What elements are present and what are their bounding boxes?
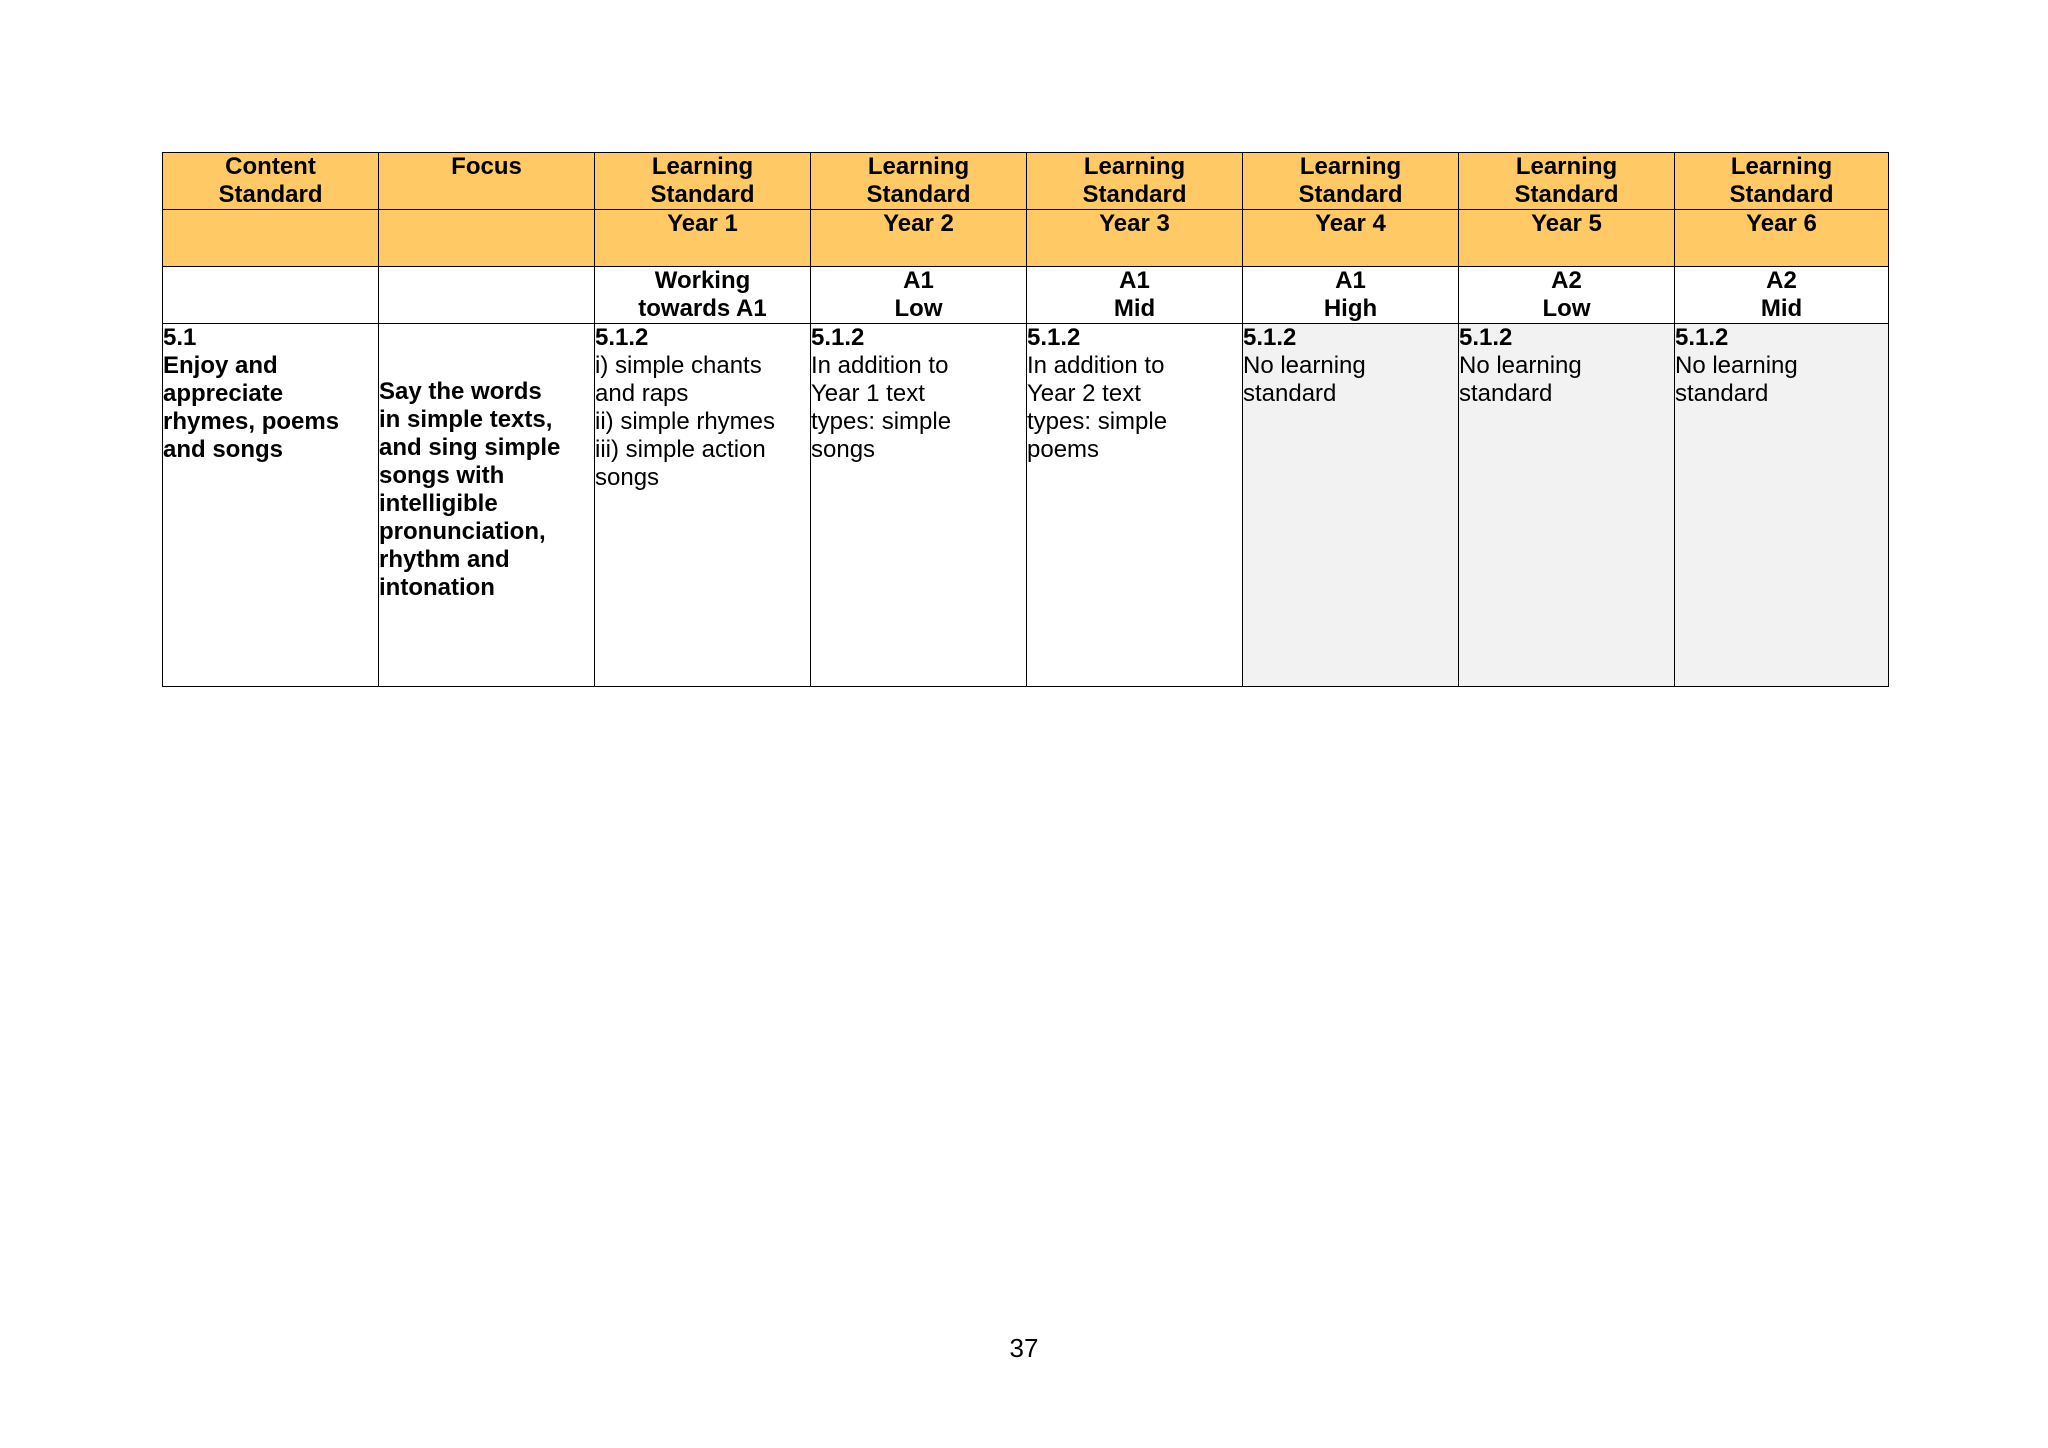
learning-standard-code: 5.1.2 xyxy=(1243,324,1297,351)
learning-standard-text: iii) simple action xyxy=(595,436,766,463)
header-learning-standard: Learning Standard xyxy=(1459,153,1675,210)
learning-standard-text: i) simple chants xyxy=(595,352,762,379)
learning-standard-year-1 xyxy=(595,324,811,687)
header-learning-standard: Learning Standard xyxy=(595,153,811,210)
year-cell: Year 3 xyxy=(1027,210,1243,267)
content-standard-cell xyxy=(163,324,379,687)
header-learning-standard: Learning Standard xyxy=(1243,153,1459,210)
year-cell: Year 6 xyxy=(1675,210,1889,267)
learning-standard-year-4 xyxy=(1243,324,1459,687)
learning-standard-text: and raps xyxy=(595,380,689,407)
learning-standard-text: standard xyxy=(1243,380,1337,407)
focus-text: pronunciation, xyxy=(379,518,546,545)
learning-standard-code: 5.1.2 xyxy=(1675,324,1729,351)
learning-standard-text: poems xyxy=(1027,436,1100,463)
focus-text: rhythm and xyxy=(379,546,510,573)
year-cell-empty xyxy=(379,210,595,267)
focus-text: intelligible xyxy=(379,490,498,517)
level-cell: A1 Mid xyxy=(1027,267,1243,324)
learning-standard-code: 5.1.2 xyxy=(1027,324,1081,351)
level-cell: A2 Low xyxy=(1459,267,1675,324)
learning-standard-text: standard xyxy=(1459,380,1553,407)
content-row xyxy=(163,324,1889,687)
learning-standard-text: songs xyxy=(811,436,876,463)
page-number: 37 xyxy=(1009,1333,1039,1363)
learning-standard-text: Year 2 text xyxy=(1027,380,1141,407)
learning-standard-year-2 xyxy=(811,324,1027,687)
level-cell: A2 Mid xyxy=(1675,267,1889,324)
focus-text: and sing simple xyxy=(379,434,561,461)
learning-standard-year-3 xyxy=(1027,324,1243,687)
content-standard-text: Enjoy and xyxy=(163,352,278,379)
content-standard-text: appreciate xyxy=(163,380,284,407)
learning-standard-year-6 xyxy=(1675,324,1889,687)
header-learning-standard: Learning Standard xyxy=(1027,153,1243,210)
learning-standard-text: In addition to xyxy=(811,352,949,379)
learning-standard-text: No learning xyxy=(1459,352,1582,379)
year-row xyxy=(163,210,1889,267)
learning-standard-code: 5.1.2 xyxy=(1459,324,1513,351)
level-cell: A1 High xyxy=(1243,267,1459,324)
level-row xyxy=(163,267,1889,324)
focus-cell xyxy=(379,324,595,687)
focus-text: Say the words xyxy=(379,378,542,405)
level-cell-empty xyxy=(379,267,595,324)
level-cell: A1 Low xyxy=(811,267,1027,324)
learning-standard-text: No learning xyxy=(1243,352,1366,379)
learning-standard-text: types: simple xyxy=(1027,408,1168,435)
learning-standard-text: ii) simple rhymes xyxy=(595,408,776,435)
content-standard-code: 5.1 xyxy=(163,324,197,351)
header-learning-standard: Learning Standard xyxy=(811,153,1027,210)
year-cell: Year 5 xyxy=(1459,210,1675,267)
header-focus: Focus xyxy=(379,153,595,210)
learning-standard-text: standard xyxy=(1675,380,1769,407)
content-standard-text: rhymes, poems xyxy=(163,408,340,435)
focus-text: intonation xyxy=(379,574,495,601)
header-learning-standard: Learning Standard xyxy=(1675,153,1889,210)
focus-text: in simple texts, xyxy=(379,406,553,433)
level-cell: Working towards A1 xyxy=(595,267,811,324)
level-cell-empty xyxy=(163,267,379,324)
learning-standard-text: songs xyxy=(595,464,660,491)
year-cell: Year 1 xyxy=(595,210,811,267)
learning-standard-text: In addition to xyxy=(1027,352,1165,379)
header-row xyxy=(163,153,1889,210)
learning-standard-text: types: simple xyxy=(811,408,952,435)
learning-standard-text: Year 1 text xyxy=(811,380,925,407)
year-cell: Year 4 xyxy=(1243,210,1459,267)
year-cell: Year 2 xyxy=(811,210,1027,267)
learning-standard-code: 5.1.2 xyxy=(595,324,649,351)
learning-standard-year-5 xyxy=(1459,324,1675,687)
focus-text: songs with xyxy=(379,462,505,489)
header-content-standard: Content Standard xyxy=(163,153,379,210)
content-standard-text: and songs xyxy=(163,436,284,463)
year-cell-empty xyxy=(163,210,379,267)
learning-standards-table xyxy=(162,152,1889,687)
learning-standard-code: 5.1.2 xyxy=(811,324,865,351)
learning-standard-text: No learning xyxy=(1675,352,1798,379)
